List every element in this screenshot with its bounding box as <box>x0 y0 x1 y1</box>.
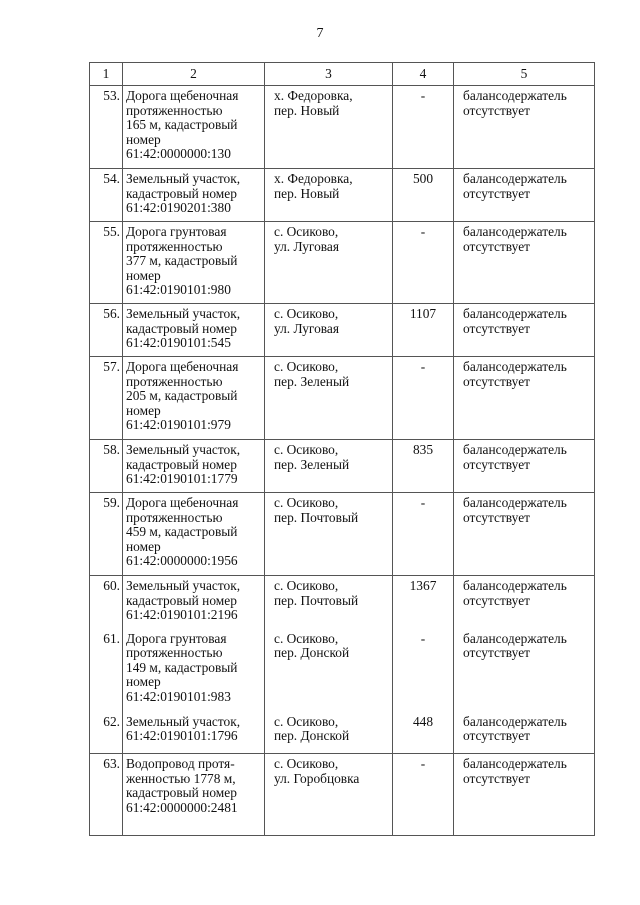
table-row <box>90 754 595 836</box>
object-area-cell <box>393 493 454 576</box>
row-number: 53. <box>103 88 120 103</box>
object-area-cell <box>393 576 454 629</box>
row-number: 54. <box>103 171 120 186</box>
object-area: - <box>420 756 426 771</box>
object-area-cell <box>393 304 454 357</box>
row-number-cell <box>90 754 123 836</box>
row-number: 55. <box>103 224 120 239</box>
object-area-cell <box>393 629 454 712</box>
row-number: 57. <box>103 359 120 374</box>
row-number-cell <box>90 493 123 576</box>
object-address-cell <box>265 304 393 357</box>
row-number-cell <box>90 169 123 222</box>
row-number-cell <box>90 576 123 629</box>
header-col-1: 1 <box>90 63 123 86</box>
object-address: с. Осиково, ул. Луговая <box>274 224 340 254</box>
object-area-cell <box>393 712 454 754</box>
table-row <box>90 222 595 304</box>
object-name-cell <box>123 86 265 169</box>
table-row <box>90 712 595 754</box>
object-address-cell <box>265 493 393 576</box>
row-number: 58. <box>103 442 120 457</box>
row-number: 63. <box>103 756 120 771</box>
object-address: с. Осиково, ул. Луговая <box>274 306 340 336</box>
object-area: 835 <box>412 442 434 457</box>
object-area: - <box>420 359 426 374</box>
object-note-cell <box>454 222 595 304</box>
object-note-cell <box>454 576 595 629</box>
header-col-5: 5 <box>454 63 595 86</box>
row-number-cell <box>90 86 123 169</box>
object-address: х. Федоровка, пер. Новый <box>274 171 353 201</box>
row-number: 61. <box>103 630 120 646</box>
object-address-cell <box>265 576 393 629</box>
object-address: с. Осиково, пер. Зеленый <box>274 359 350 389</box>
object-name-cell <box>123 712 265 754</box>
row-number-cell <box>90 629 123 712</box>
object-name: Земельный участок, кадастровый номер 61:42:0190201:380 <box>126 171 241 216</box>
object-area: 1107 <box>409 306 437 321</box>
object-name-cell <box>123 629 265 712</box>
object-area: - <box>420 88 426 103</box>
header-row <box>90 63 595 86</box>
object-note-cell <box>454 169 595 222</box>
header-col-4: 4 <box>393 63 454 86</box>
object-name-cell <box>123 222 265 304</box>
table-row <box>90 576 595 629</box>
object-note-cell <box>454 712 595 754</box>
object-area-cell <box>393 440 454 493</box>
object-note: балансодержатель отсутствует <box>463 171 567 201</box>
row-number: 62. <box>103 713 120 729</box>
header-col-2: 2 <box>123 63 265 86</box>
row-number-cell <box>90 357 123 440</box>
object-name: Дорога грунтовая протяженностью 149 м, кадастровый номер 61:42:0190101:983 <box>126 630 238 704</box>
object-note: балансодержатель отсутствует <box>463 630 567 661</box>
object-note: балансодержатель отсутствует <box>463 88 567 118</box>
object-address-cell <box>265 629 393 712</box>
table-row <box>90 440 595 493</box>
object-area: - <box>420 630 426 646</box>
object-name: Земельный участок, кадастровый номер 61:42:0190101:1779 <box>126 442 241 487</box>
object-area-cell <box>393 86 454 169</box>
object-note: балансодержатель отсутствует <box>463 578 567 608</box>
object-note: балансодержатель отсутствует <box>463 306 567 336</box>
object-note-cell <box>454 357 595 440</box>
object-name-cell <box>123 357 265 440</box>
object-address: с. Осиково, пер. Донской <box>274 713 350 744</box>
row-number-cell <box>90 712 123 754</box>
object-note: балансодержатель отсутствует <box>463 713 567 744</box>
table-row <box>90 357 595 440</box>
object-area-cell <box>393 222 454 304</box>
object-address: с. Осиково, пер. Почтовый <box>274 578 359 608</box>
row-number-cell <box>90 304 123 357</box>
object-address: с. Осиково, пер. Донской <box>274 630 350 661</box>
object-note-cell <box>454 440 595 493</box>
object-name-cell <box>123 576 265 629</box>
object-name: Земельный участок, 61:42:0190101:1796 <box>126 713 241 744</box>
object-area-cell <box>393 357 454 440</box>
object-address-cell <box>265 440 393 493</box>
row-number-cell <box>90 222 123 304</box>
row-number: 60. <box>103 578 120 593</box>
table-row <box>90 493 595 576</box>
object-name-cell <box>123 304 265 357</box>
object-name-cell <box>123 754 265 836</box>
object-area: - <box>420 224 426 239</box>
table-row <box>90 169 595 222</box>
object-note: балансодержатель отсутствует <box>463 224 567 254</box>
object-note-cell <box>454 493 595 576</box>
object-area-cell <box>393 754 454 836</box>
object-area: 448 <box>412 713 434 729</box>
property-table <box>89 62 595 836</box>
table-row <box>90 304 595 357</box>
table-row <box>90 629 595 712</box>
object-address-cell <box>265 222 393 304</box>
row-number: 59. <box>103 495 120 510</box>
object-name: Дорога грунтовая протяженностью 377 м, кадастровый номер 61:42:0190101:980 <box>126 224 238 298</box>
object-note: балансодержатель отсутствует <box>463 442 567 472</box>
object-address: с. Осиково, ул. Горобцовка <box>274 756 360 786</box>
object-area: - <box>420 495 426 510</box>
object-note: балансодержатель отсутствует <box>463 359 567 389</box>
object-note: балансодержатель отсутствует <box>463 756 567 786</box>
object-name: Дорога щебеночная протяженностью 459 м, кадастровый номер 61:42:0000000:1956 <box>126 495 239 569</box>
object-note-cell <box>454 629 595 712</box>
object-name: Водопровод протя- женностью 1778 м, кадастровый номер 61:42:0000000:2481 <box>126 756 238 815</box>
row-number-cell <box>90 440 123 493</box>
object-name-cell <box>123 493 265 576</box>
object-note-cell <box>454 754 595 836</box>
object-address: с. Осиково, пер. Почтовый <box>274 495 359 525</box>
object-name: Дорога щебеночная протяженностью 205 м, кадастровый номер 61:42:0190101:979 <box>126 359 239 433</box>
object-address-cell <box>265 357 393 440</box>
row-number: 56. <box>103 306 120 321</box>
object-address-cell <box>265 712 393 754</box>
object-area: 500 <box>412 171 434 186</box>
page-number: 7 <box>316 26 324 41</box>
object-address-cell <box>265 754 393 836</box>
object-area-cell <box>393 169 454 222</box>
object-note-cell <box>454 304 595 357</box>
object-name-cell <box>123 440 265 493</box>
object-address-cell <box>265 169 393 222</box>
object-address: с. Осиково, пер. Зеленый <box>274 442 350 472</box>
object-address-cell <box>265 86 393 169</box>
object-name: Дорога щебеночная протяженностью 165 м, кадастровый номер 61:42:0000000:130 <box>126 88 239 162</box>
object-area: 1367 <box>409 578 437 593</box>
object-note: балансодержатель отсутствует <box>463 495 567 525</box>
object-name: Земельный участок, кадастровый номер 61:42:0190101:2196 <box>126 578 241 623</box>
object-name-cell <box>123 169 265 222</box>
object-name: Земельный участок, кадастровый номер 61:42:0190101:545 <box>126 306 241 351</box>
header-col-3: 3 <box>265 63 393 86</box>
object-address: х. Федоровка, пер. Новый <box>274 88 353 118</box>
table-row <box>90 86 595 169</box>
object-note-cell <box>454 86 595 169</box>
